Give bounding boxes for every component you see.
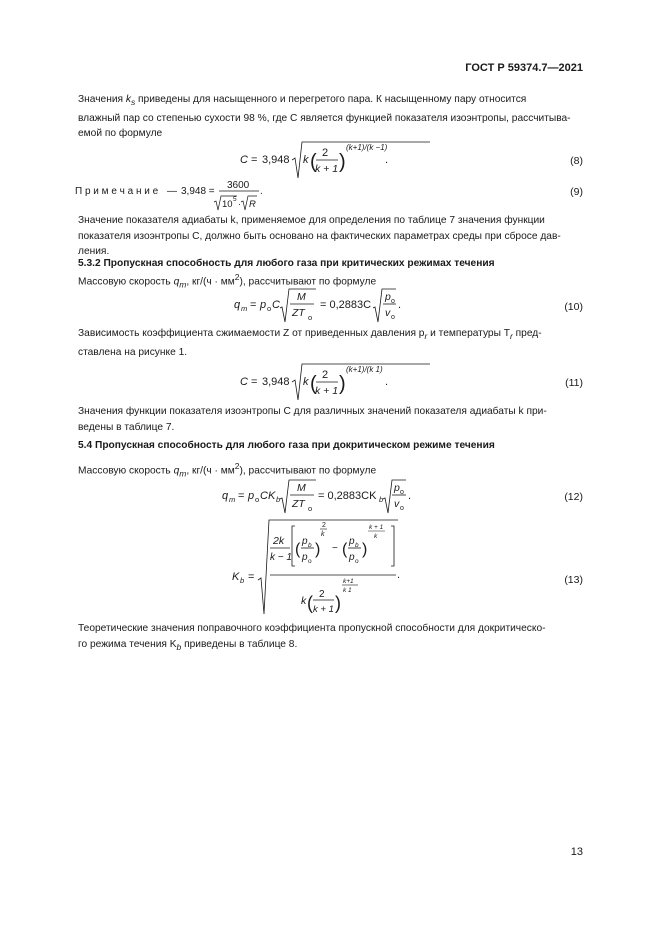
note-dash: — <box>167 186 177 197</box>
frac-den-sub: o <box>400 505 404 512</box>
eq-lhs-sub: m <box>229 495 236 504</box>
eq-p-sub: o <box>267 304 272 313</box>
eq-lhs: K <box>232 571 240 583</box>
eq-tail: . <box>408 490 412 502</box>
note-den-10: 10 <box>222 199 233 210</box>
symbol-q: q <box>173 465 180 477</box>
symbol-q: q <box>173 276 180 288</box>
paragraph-compressibility <box>78 326 586 360</box>
frac-den: v <box>385 307 391 319</box>
eq-tail: . <box>385 376 389 388</box>
frac-num-sub: o <box>391 298 395 305</box>
ratio-den-sub: o <box>355 558 359 565</box>
frac-2k: 2k <box>273 535 285 547</box>
equation-12 <box>222 477 422 517</box>
superscript: 2 <box>234 461 240 471</box>
text: го режима течения K <box>78 638 177 650</box>
note-equation-9 <box>75 178 315 214</box>
eq-coef-sub: b <box>379 495 384 504</box>
eq-p: p <box>260 299 267 311</box>
subscript-m: m <box>179 468 187 479</box>
frac-num: p <box>385 291 391 303</box>
frac-num: p <box>394 482 400 494</box>
text: ), рассчитывают по формуле <box>239 276 377 288</box>
text: Значения <box>78 94 126 105</box>
equation-number-10: (10) <box>564 301 583 313</box>
frac-num: M <box>297 291 306 303</box>
paren-right: ) <box>315 541 321 558</box>
subscript-r: r <box>424 331 428 342</box>
eq-equals: = <box>248 571 255 583</box>
paragraph-correction-coef <box>78 621 586 655</box>
eq-p-sub: o <box>255 495 260 504</box>
symbol-k: k <box>125 94 131 105</box>
frac-num-sub: o <box>400 489 404 496</box>
text: ведены в таблице 7. <box>78 421 175 433</box>
section-heading-5-4: 5.4 Пропускная способность для любого газа при докритическом режиме течения <box>78 440 495 451</box>
exp2-num: k + 1 <box>369 524 384 531</box>
den-k: k <box>301 595 307 607</box>
eq-equals: = <box>251 154 258 166</box>
eq-C: C <box>272 299 280 311</box>
eq-lhs: C <box>240 154 248 166</box>
frac-den: k + 1 <box>315 163 339 175</box>
eq-lhs-sub: b <box>240 576 245 585</box>
ratio-num-sub: b <box>308 542 312 549</box>
text: показателя изоэнтропы C, должно быть основано на фактических параметрах среды при сбросе дав- <box>78 230 561 242</box>
eq-CK: CK <box>260 490 276 502</box>
frac-den: ZT <box>292 307 305 319</box>
ratio-num: p <box>349 536 355 547</box>
paren-left: ( <box>307 593 313 613</box>
paragraph-isentropic-values <box>78 404 586 435</box>
text: ставлена на рисунке 1. <box>78 346 188 358</box>
equation-11 <box>230 360 430 406</box>
text: Массовую скорость <box>78 276 174 288</box>
frac-num: 2 <box>322 147 329 159</box>
section-heading-5-3-2: 5.3.2 Пропускная способность для любого газа при критических режимах течения <box>78 258 495 269</box>
text: , кг/(ч · мм <box>186 276 235 288</box>
paren-left: ( <box>295 541 301 558</box>
eq-coef: = 0,2883C <box>320 299 372 311</box>
eq-coef: 3,948 <box>262 376 290 388</box>
eq-equals: = <box>238 490 245 502</box>
text: приведены в таблице 8. <box>181 638 298 650</box>
text: Зависимость коэффициента сжимаемости Z от приведенных давления p <box>78 328 425 339</box>
note-label: П р и м е ч а н и е <box>75 186 159 197</box>
eq-lhs: q <box>222 490 229 502</box>
paren-right: ) <box>362 541 368 558</box>
ratio-den-sub: o <box>308 558 312 565</box>
text: Теоретические значения поправочного коэффициента пропускной способности для докритическо- <box>78 623 546 634</box>
equation-10 <box>230 286 420 326</box>
text: емой по формуле <box>78 128 163 140</box>
frac-num: 2 <box>322 369 329 381</box>
paragraph-adiabatic <box>78 213 586 260</box>
eq-k: k <box>303 376 309 388</box>
paren-left: ( <box>342 541 348 558</box>
eq-p: p <box>248 490 255 502</box>
text: ления. <box>78 246 110 257</box>
ratio-num: p <box>302 536 308 547</box>
exponent: (k+1)/(k 1) <box>346 365 383 374</box>
eq-coef: = 0,2883CK <box>318 490 377 502</box>
frac-num: M <box>297 482 306 494</box>
text: приведены для насыщенного и перегретого пара. К насыщенному пару относится <box>135 94 527 105</box>
equation-number-9: (9) <box>570 186 583 198</box>
equation-number-12: (12) <box>564 491 583 503</box>
bracket-right <box>391 526 394 566</box>
eq-lhs: q <box>234 299 241 311</box>
subscript-s: s <box>130 97 136 108</box>
ratio-num-sub: b <box>355 542 359 549</box>
text: и температуры T <box>427 328 510 339</box>
equation-number-13: (13) <box>564 574 583 586</box>
eq-coef: 3,948 <box>262 154 290 166</box>
paragraph-ks-values <box>78 92 586 142</box>
paren-left: ( <box>310 373 317 395</box>
superscript: 2 <box>234 272 240 282</box>
note-tail: . <box>260 186 263 197</box>
equation-13 <box>228 518 428 618</box>
eq-lhs: C <box>240 376 248 388</box>
exp2-den: k <box>374 533 378 540</box>
ratio-den: p <box>349 552 355 563</box>
paren-left: ( <box>310 151 317 173</box>
eq-tail: . <box>385 154 389 166</box>
text: ), рассчитывают по формуле <box>239 465 377 477</box>
exp3-den: k 1 <box>343 587 352 594</box>
eq-tail: . <box>398 299 402 311</box>
frac-den: v <box>394 498 400 510</box>
text: Значения функции показателя изоэнтропы C для различных значений показателя адиабаты k при- <box>78 406 547 417</box>
exp1-num: 2 <box>322 522 326 529</box>
eq-lhs-sub: m <box>241 304 248 313</box>
frac-den-sub: o <box>308 504 313 513</box>
ratio-den: p <box>302 552 308 563</box>
page-number: 13 <box>570 846 583 858</box>
subscript-b: b <box>176 641 182 652</box>
note-den-dot: · <box>238 199 242 210</box>
paren-right: ) <box>339 151 346 173</box>
eq-CK-sub: b <box>276 495 281 504</box>
eq-tail: . <box>397 569 401 581</box>
eq-equals: = <box>251 376 258 388</box>
minus: − <box>332 543 338 554</box>
frac-den: ZT <box>292 498 305 510</box>
paren-right: ) <box>339 373 346 395</box>
note-den-R: R <box>249 199 256 210</box>
eq-k: k <box>303 154 309 166</box>
document-header: ГОСТ Р 59374.7—2021 <box>465 62 583 74</box>
paren-right: ) <box>335 593 341 613</box>
text: пред- <box>512 328 542 339</box>
text: , кг/(ч · мм <box>186 465 235 477</box>
exp1-den: k <box>321 531 325 538</box>
equation-number-8: (8) <box>570 155 583 167</box>
den-frac-den: k + 1 <box>313 604 334 615</box>
text: влажный пар со степенью сухости 98 %, где C является функцией показателя изоэнтропы, рассчитыва- <box>78 112 571 124</box>
subscript-r: r <box>509 331 513 342</box>
frac-den: k + 1 <box>315 385 339 397</box>
note-coef: 3,948 = <box>181 186 215 197</box>
exponent: (k+1)/(k −1) <box>346 143 388 152</box>
frac-den-sub: o <box>308 313 313 322</box>
note-num: 3600 <box>227 180 250 191</box>
note-den-exp: 5 <box>233 196 237 203</box>
subscript-m: m <box>179 279 187 290</box>
exp3-num: k+1 <box>343 578 354 585</box>
text: Значение показателя адиабаты k, применяемое для определения по таблице 7 значения функции <box>78 215 545 226</box>
den-frac-num: 2 <box>319 589 325 600</box>
eq-equals: = <box>250 299 257 311</box>
frac-k-minus-1: k − 1 <box>270 552 292 563</box>
frac-den-sub: o <box>391 314 395 321</box>
text: Массовую скорость <box>78 465 174 477</box>
equation-number-11: (11) <box>565 377 583 389</box>
